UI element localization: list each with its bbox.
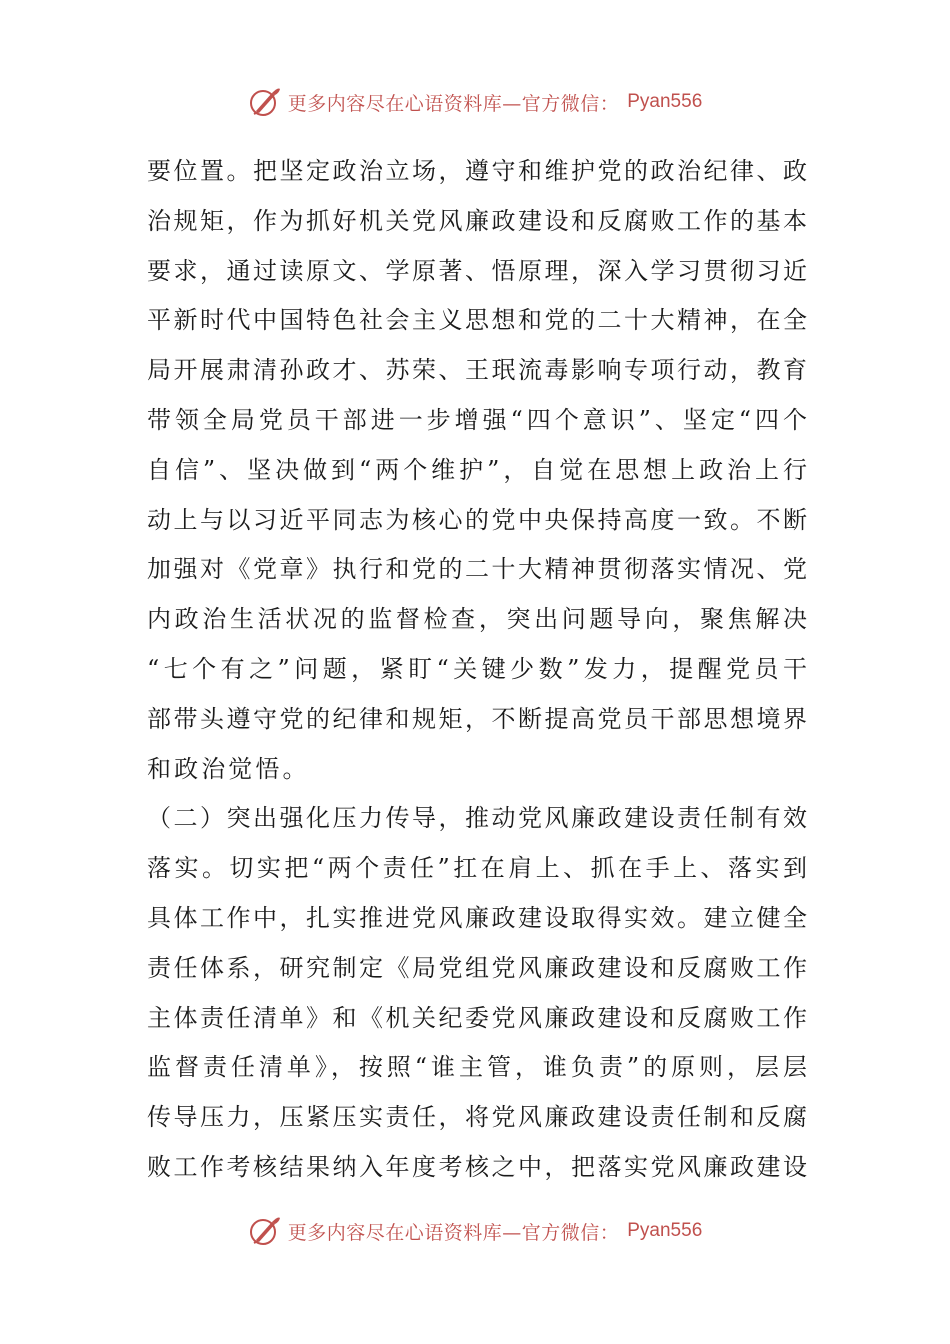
body-line: 带领全局党员干部进一步增强“四个意识”、坚定“四个	[147, 405, 807, 434]
header-banner-text: 更多内容尽在心语资料库—官方微信：	[287, 92, 620, 115]
quill-logo-icon	[248, 1214, 282, 1248]
body-line: 传导压力，压紧压实责任，将党风廉政建设责任制和反腐	[147, 1103, 807, 1132]
body-line: 内政治生活状况的监督检查，突出问题导向，聚焦解决	[147, 605, 807, 634]
body-line: 局开展肃清孙政才、苏荣、王珉流毒影响专项行动，教育	[147, 356, 807, 385]
section-heading-line: （二）突出强化压力传导，推动党风廉政建设责任制有效	[147, 804, 807, 833]
body-line: 败工作考核结果纳入年度考核之中，把落实党风廉政建设	[147, 1152, 807, 1181]
body-line: “七个有之”问题，紧盯“关键少数”发力，提醒党员干	[147, 654, 807, 683]
body-line: 和政治觉悟。	[147, 754, 310, 783]
body-line: 责任体系，研究制定《局党组党风廉政建设和反腐败工作	[147, 953, 807, 982]
body-line: 平新时代中国特色社会主义思想和党的二十大精神，在全	[147, 306, 807, 335]
body-line: 主体责任清单》和《机关纪委党风廉政建设和反腐败工作	[147, 1003, 807, 1032]
body-line: 落实。切实把“两个责任”扛在肩上、抓在手上、落实到	[147, 854, 807, 883]
body-line: 要位置。把坚定政治立场，遵守和维护党的政治纪律、政	[147, 157, 807, 185]
footer-banner-text: 更多内容尽在心语资料库—官方微信：	[287, 1221, 620, 1244]
body-line: 监督责任清单》，按照“谁主管，谁负责”的原则，层层	[147, 1053, 807, 1082]
footer-wechat-id: Pyan556	[627, 1220, 703, 1241]
body-line: 要求，通过读原文、学原著、悟原理，深入学习贯彻习近	[147, 256, 807, 285]
header-wechat-id: Pyan556	[627, 91, 703, 112]
footer-banner	[0, 1211, 950, 1251]
body-line: 部带头遵守党的纪律和规矩，不断提高党员干部思想境界	[147, 704, 807, 733]
body-line: 加强对《党章》执行和党的二十大精神贯彻落实情况、党	[147, 555, 807, 584]
body-line: 具体工作中，扎实推进党风廉政建设取得实效。建立健全	[147, 903, 807, 932]
body-line: 动上与以习近平同志为核心的党中央保持高度一致。不断	[147, 505, 807, 534]
header-banner	[0, 82, 950, 122]
quill-logo-icon	[248, 85, 282, 119]
document-body	[147, 147, 807, 1193]
body-line: 自信”、坚决做到“两个维护”，自觉在思想上政治上行	[147, 455, 807, 484]
body-line: 治规矩，作为抓好机关党风廉政建设和反腐败工作的基本	[147, 206, 807, 235]
